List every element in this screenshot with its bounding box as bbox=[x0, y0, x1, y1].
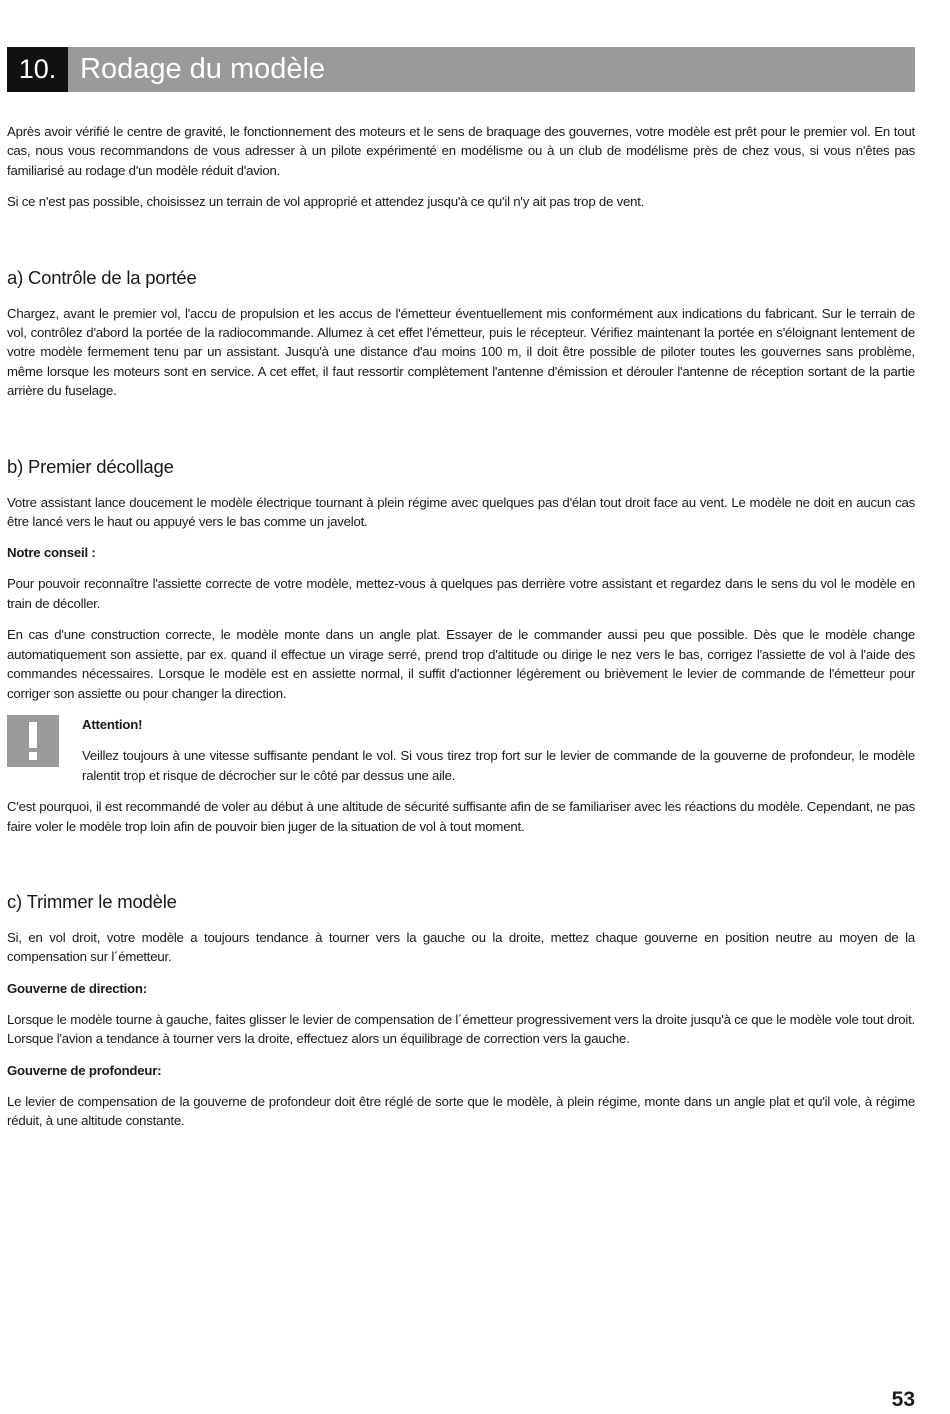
warning-title: Attention! bbox=[82, 716, 143, 732]
chapter-header bbox=[7, 47, 915, 92]
section-c-paragraph-3: Le levier de compensation de la gouverne de profondeur doit être réglé de sorte que le modèle, à plein régime, monte dans un angle plat et qu'il vole, à régime réduit, à une altitude constante. bbox=[7, 1093, 915, 1128]
section-c-subheading-1: Gouverne de direction: bbox=[7, 980, 147, 996]
section-b-paragraph-4: C'est pourquoi, il est recommandé de voler au début à une altitude de sécurité suffisante afin de se familiariser avec les réactions du modèle. Cependant, ne pas faire voler le modèle trop loin afin de pouvoir bien juger de la situation de vol à tout moment. bbox=[7, 799, 915, 834]
page-number: 53 bbox=[891, 1388, 915, 1411]
intro-paragraph-2: Si ce n'est pas possible, choisissez un terrain de vol approprié et attendez jusqu'à ce qu'il n'y ait pas trop de vent. bbox=[7, 194, 645, 210]
page-content bbox=[7, 122, 915, 1142]
section-b-paragraph-3: En cas d'une construction correcte, le modèle monte dans un angle plat. Essayer de le commander aussi peu que possible. Dès que le modèle change automatiquement son assiette, par ex. quand il effectue un virage serré, prend trop d'altitude ou dirige le nez vers le bas, corrigez l'assiette de vol à l'aide des commandes nécessaires. Lorsque le modèle est en assiette normal, il suffit d'actionner légèrement ou brièvement le levier de commande de l'émetteur pour corriger son assiette ou pour changer la direction. bbox=[7, 627, 915, 701]
section-c-heading: c) Trimmer le modèle bbox=[7, 890, 177, 912]
section-b-heading: b) Premier décollage bbox=[7, 455, 174, 477]
section-c-subheading-2: Gouverne de profondeur: bbox=[7, 1062, 162, 1078]
section-c-paragraph-2: Lorsque le modèle tourne à gauche, faites glisser le levier de compensation de l´émetteur progressivement vers la droite jusqu'à ce que le modèle vole tout droit. Lorsque l'avion a tendance à tourner vers la droite, effectuez alors un équilibrage de correction vers la gauche. bbox=[7, 1011, 915, 1047]
chapter-number: 10. bbox=[7, 47, 68, 92]
intro-paragraph-1: Après avoir vérifié le centre de gravité, le fonctionnement des moteurs et le sens de braquage des gouvernes, votre modèle est prêt pour le premier vol. En tout cas, nous vous recommandons de vous adresser à un pilote expérimenté en modélisme ou à un club de modélisme près de chez vous, si vous n'êtes pas familiarisé au rodage d'un modèle réduit d'avion. bbox=[7, 124, 915, 178]
section-b-paragraph-2: Pour pouvoir reconnaître l'assiette correcte de votre modèle, mettez-vous à quelques pas derrière votre assistant et regardez dans le sens du vol le modèle en train de décoller. bbox=[7, 576, 915, 611]
section-a-heading: a) Contrôle de la portée bbox=[7, 266, 197, 288]
warning-box bbox=[7, 715, 915, 785]
section-c-paragraph-1: Si, en vol droit, votre modèle a toujours tendance à tourner vers la gauche ou la droite, mettez chaque gouverne en position neutre au moyen de la compensation sur l´émetteur. bbox=[7, 929, 915, 965]
section-b-paragraph-1: Votre assistant lance doucement le modèle électrique tournant à plein régime avec quelques pas d'élan tout droit face au vent. Le modèle ne doit en aucun cas être lancé vers le haut ou appuyé vers le bas comme un javelot. bbox=[7, 494, 915, 530]
warning-text: Veillez toujours à une vitesse suffisante pendant le vol. Si vous tirez trop fort sur le levier de commande de la gouverne de profondeur, le modèle ralentit trop et risque de décrocher sur le côté par dessus une aile. bbox=[82, 748, 915, 783]
section-b-subheading: Notre conseil : bbox=[7, 545, 96, 561]
section-a-paragraph-1: Chargez, avant le premier vol, l'accu de propulsion et les accus de l'émetteur éventuellement mis conformément aux indications du fabricant. Sur le terrain de vol, contrôlez d'abord la portée de la radiocommande. Allumez à cet effet l'émetteur, puis le récepteur. Vérifiez maintenant la portée en s'éloignant lentement de votre modèle fermement tenu par un assistant. Jusqu'à une distance d'au moins 100 m, il doit être possible de piloter toutes les gouvernes sans problème, même lorsque les moteurs sont en service. A cet effet, il faut ressortir complètement l'antenne d'émission et dérouler l'antenne de réception sortant de la partie arrière du fuselage. bbox=[7, 305, 915, 399]
exclamation-icon bbox=[7, 715, 59, 767]
chapter-title: Rodage du modèle bbox=[68, 47, 915, 92]
